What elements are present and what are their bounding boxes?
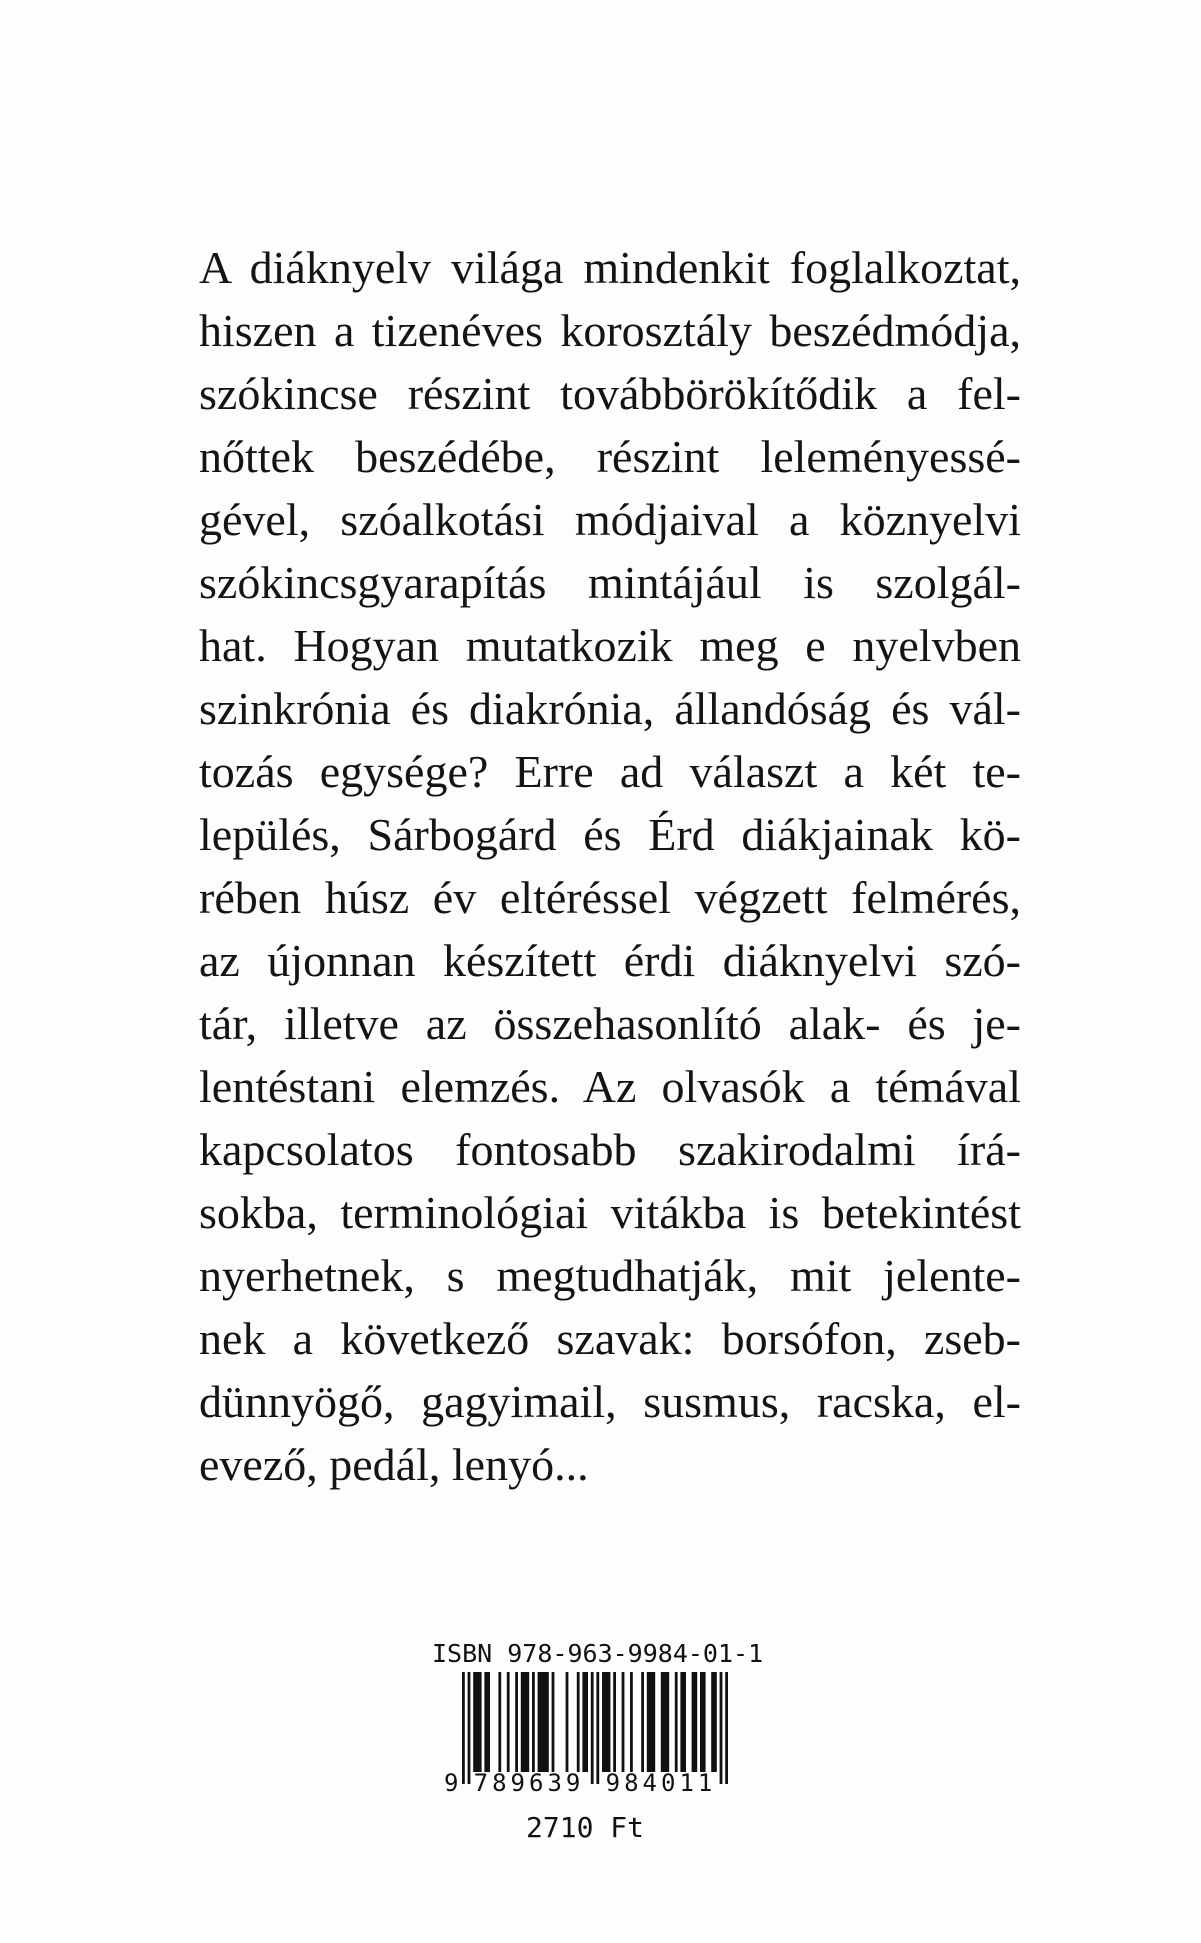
- blurb-line: szinkrónia és diakrónia, állandóság és vál-: [199, 683, 1021, 734]
- blurb-line: hiszen a tizenéves korosztály beszédmódja,: [199, 305, 1021, 356]
- barcode-bar: [675, 1672, 678, 1772]
- barcode-bar: [582, 1672, 588, 1772]
- blurb-line: lentéstani elemzés. Az olvasók a témával: [199, 1061, 1021, 1112]
- barcode-bar: [602, 1672, 610, 1772]
- blurb-line: dünnyögő, gagyimail, susmus, racska, el-: [199, 1376, 1021, 1427]
- blurb-line: nőttek beszédébe, részint leleményessé-: [199, 431, 1021, 482]
- blurb-line: nyerhetnek, s megtudhatják, mit jelente-: [199, 1250, 1021, 1301]
- barcode-bar: [552, 1672, 555, 1772]
- barcode-first-digit: 9: [444, 1769, 459, 1797]
- barcode-bar: [622, 1672, 625, 1772]
- barcode-guard-bar: [725, 1672, 728, 1784]
- barcode-bar: [700, 1672, 706, 1772]
- barcode-bar: [566, 1672, 569, 1772]
- isbn-barcode: [462, 1672, 728, 1784]
- barcode-guard-bar: [591, 1672, 594, 1784]
- barcode-bar: [498, 1672, 501, 1772]
- barcode-bar: [692, 1672, 698, 1772]
- barcode-bar: [521, 1672, 529, 1772]
- barcode-guard-bar: [720, 1672, 723, 1784]
- barcode-bar: [532, 1672, 535, 1772]
- barcode-bar: [661, 1672, 669, 1772]
- barcode-bar: [507, 1672, 510, 1772]
- blurb-line: lepülés, Sárbogárd és Érd diákjainak kö-: [199, 809, 1021, 860]
- blurb-line: tár, illetve az összehasonlító alak- és je-: [199, 998, 1021, 1049]
- blurb-line: kapcsolatos fontosabb szakirodalmi írá-: [199, 1124, 1021, 1175]
- blurb-line: evező, pedál, lenyó...: [199, 1439, 589, 1490]
- isbn-label: ISBN 978-963-9984-01-1: [432, 1639, 764, 1668]
- back-cover-blurb: [199, 236, 1021, 1496]
- barcode-bar: [613, 1672, 616, 1772]
- blurb-line: tozás egysége? Erre ad választ a két te-: [199, 746, 1021, 797]
- blurb-line: A diáknyelv világa mindenkit foglalkoztat,: [199, 242, 1021, 293]
- barcode-bar: [680, 1672, 686, 1772]
- barcode-guard-bar: [468, 1672, 471, 1784]
- barcode-guard-bar: [462, 1672, 465, 1784]
- blurb-line: nek a következő szavak: borsófon, zseb-: [199, 1313, 1021, 1364]
- barcode-bar: [641, 1672, 644, 1772]
- barcode-bar: [515, 1672, 518, 1772]
- blurb-line: sokba, terminológiai vitákba is betekintést: [199, 1187, 1021, 1238]
- barcode-bar: [484, 1672, 490, 1772]
- price-label: 2710 Ft: [526, 1811, 645, 1844]
- barcode-bar: [647, 1672, 655, 1772]
- barcode-right-digits: 984011: [605, 1769, 717, 1797]
- barcode-bar: [577, 1672, 580, 1772]
- blurb-line: gével, szóalkotási módjaival a köznyelvi: [199, 494, 1021, 545]
- blurb-line: rében húsz év eltéréssel végzett felmérés,: [199, 872, 1021, 923]
- blurb-line: az újonnan készített érdi diáknyelvi szó-: [199, 935, 1021, 986]
- barcode-bar: [538, 1672, 549, 1772]
- blurb-line: szókincsgyarapítás mintájául is szolgál-: [199, 557, 1021, 608]
- barcode-left-digits: 789639: [473, 1769, 585, 1797]
- barcode-bar: [630, 1672, 633, 1772]
- blurb-line: hat. Hogyan mutatkozik meg e nyelvben: [199, 620, 1021, 671]
- barcode-bar: [473, 1672, 481, 1772]
- barcode-guard-bar: [596, 1672, 599, 1784]
- barcode-bar: [711, 1672, 717, 1772]
- blurb-line: szókincse részint továbbörökítődik a fel-: [199, 368, 1021, 419]
